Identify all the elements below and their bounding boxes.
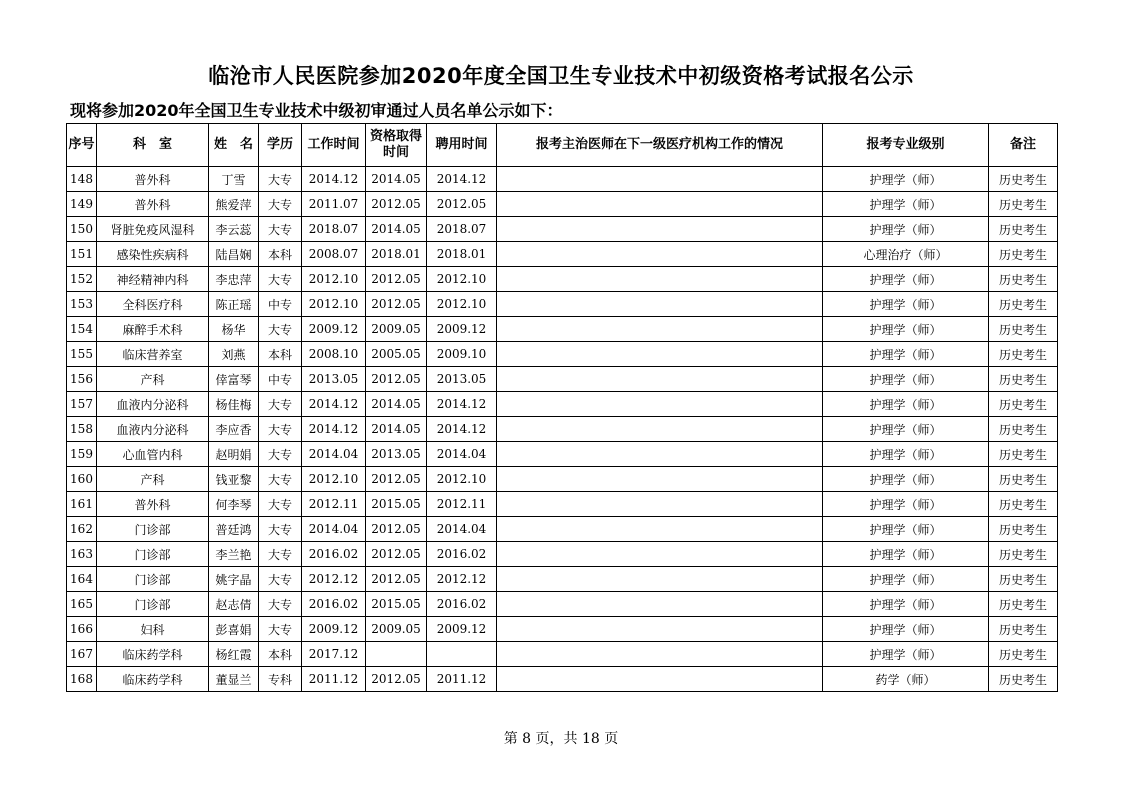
cell-education: 大专 [259,592,302,617]
cell-name: 杨红霞 [209,642,259,667]
cell-exam-level: 护理学（师） [823,317,989,342]
table-row [67,667,1058,692]
cell-education: 本科 [259,242,302,267]
cell-employment-date: 2012.12 [427,567,497,592]
cell-lower-level-work [497,292,823,317]
cell-name: 普廷鸿 [209,517,259,542]
cell-exam-level: 护理学（师） [823,467,989,492]
cell-employment-date: 2014.12 [427,392,497,417]
cell-name: 赵明娟 [209,442,259,467]
cell-exam-level: 护理学（师） [823,192,989,217]
cell-remarks: 历史考生 [989,567,1058,592]
cell-department: 妇科 [97,617,209,642]
cell-index: 168 [67,667,97,692]
cell-work-date: 2014.04 [302,442,366,467]
table-row [67,517,1058,542]
cell-remarks: 历史考生 [989,217,1058,242]
cell-index: 157 [67,392,97,417]
col-header-employment-date: 聘用时间 [427,124,497,167]
cell-index: 164 [67,567,97,592]
cell-education: 大专 [259,492,302,517]
cell-work-date: 2012.10 [302,292,366,317]
cell-lower-level-work [497,167,823,192]
cell-work-date: 2008.07 [302,242,366,267]
cell-name: 丁雪 [209,167,259,192]
cell-employment-date: 2012.10 [427,267,497,292]
cell-name: 杨华 [209,317,259,342]
cell-department: 感染性疾病科 [97,242,209,267]
cell-index: 159 [67,442,97,467]
cell-exam-level: 护理学（师） [823,342,989,367]
table-row [67,417,1058,442]
page-footer: 第 8 页，共 18 页 [503,731,619,747]
cell-work-date: 2014.12 [302,417,366,442]
cell-education: 大专 [259,517,302,542]
cell-work-date: 2018.07 [302,217,366,242]
cell-employment-date: 2016.02 [427,542,497,567]
cell-employment-date: 2012.10 [427,292,497,317]
cell-department: 心血管内科 [97,442,209,467]
cell-qualification-date: 2012.05 [366,667,427,692]
cell-index: 153 [67,292,97,317]
table-row [67,317,1058,342]
cell-work-date: 2014.12 [302,167,366,192]
cell-employment-date: 2012.11 [427,492,497,517]
cell-name: 杨佳梅 [209,392,259,417]
table-row [67,567,1058,592]
cell-employment-date [427,642,497,667]
cell-exam-level: 护理学（师） [823,517,989,542]
cell-lower-level-work [497,442,823,467]
cell-qualification-date: 2005.05 [366,342,427,367]
cell-index: 154 [67,317,97,342]
col-header-work-date: 工作时间 [302,124,366,167]
cell-employment-date: 2014.04 [427,442,497,467]
table-row [67,342,1058,367]
cell-work-date: 2012.10 [302,467,366,492]
col-header-qualification-date: 资格取得时间 [366,124,427,167]
cell-lower-level-work [497,517,823,542]
cell-employment-date: 2018.07 [427,217,497,242]
cell-work-date: 2014.04 [302,517,366,542]
cell-education: 中专 [259,367,302,392]
cell-department: 普外科 [97,192,209,217]
cell-name: 陈正瑶 [209,292,259,317]
cell-remarks: 历史考生 [989,617,1058,642]
cell-name: 董显兰 [209,667,259,692]
cell-qualification-date: 2014.05 [366,392,427,417]
cell-remarks: 历史考生 [989,642,1058,667]
cell-name: 李兰艳 [209,542,259,567]
cell-department: 临床营养室 [97,342,209,367]
cell-employment-date: 2014.12 [427,417,497,442]
cell-lower-level-work [497,567,823,592]
cell-employment-date: 2012.05 [427,192,497,217]
cell-qualification-date: 2012.05 [366,367,427,392]
cell-index: 156 [67,367,97,392]
cell-qualification-date: 2013.05 [366,442,427,467]
cell-education: 大专 [259,467,302,492]
cell-exam-level: 护理学（师） [823,642,989,667]
cell-remarks: 历史考生 [989,442,1058,467]
cell-lower-level-work [497,192,823,217]
cell-lower-level-work [497,417,823,442]
cell-name: 陆昌娴 [209,242,259,267]
table-row [67,542,1058,567]
page-title: 临沧市人民医院参加2020年度全国卫生专业技术中初级资格考试报名公示 [208,64,914,88]
cell-education: 大专 [259,617,302,642]
cell-name: 李忠萍 [209,267,259,292]
cell-employment-date: 2009.12 [427,317,497,342]
cell-index: 151 [67,242,97,267]
cell-department: 临床药学科 [97,642,209,667]
table-body [67,167,1058,692]
cell-education: 大专 [259,167,302,192]
cell-lower-level-work [497,467,823,492]
cell-name: 姚字晶 [209,567,259,592]
cell-lower-level-work [497,217,823,242]
cell-education: 大专 [259,217,302,242]
cell-name: 李应香 [209,417,259,442]
cell-work-date: 2016.02 [302,592,366,617]
table-row [67,592,1058,617]
col-header-index: 序号 [67,124,97,167]
cell-education: 大专 [259,417,302,442]
cell-remarks: 历史考生 [989,317,1058,342]
cell-work-date: 2014.12 [302,392,366,417]
cell-education: 专科 [259,667,302,692]
cell-department: 普外科 [97,492,209,517]
cell-department: 全科医疗科 [97,292,209,317]
cell-name: 何李琴 [209,492,259,517]
cell-exam-level: 护理学（师） [823,367,989,392]
cell-lower-level-work [497,342,823,367]
cell-employment-date: 2012.10 [427,467,497,492]
cell-name: 倖富琴 [209,367,259,392]
cell-index: 152 [67,267,97,292]
cell-work-date: 2009.12 [302,317,366,342]
cell-remarks: 历史考生 [989,667,1058,692]
col-header-name: 姓 名 [209,124,259,167]
cell-work-date: 2012.11 [302,492,366,517]
cell-qualification-date: 2012.05 [366,517,427,542]
cell-qualification-date: 2014.05 [366,417,427,442]
cell-exam-level: 护理学（师） [823,392,989,417]
cell-education: 大专 [259,392,302,417]
cell-exam-level: 护理学（师） [823,217,989,242]
cell-remarks: 历史考生 [989,467,1058,492]
table-row [67,392,1058,417]
cell-lower-level-work [497,617,823,642]
cell-employment-date: 2018.01 [427,242,497,267]
cell-work-date: 2008.10 [302,342,366,367]
col-header-department: 科 室 [97,124,209,167]
cell-employment-date: 2014.12 [427,167,497,192]
cell-employment-date: 2014.04 [427,517,497,542]
table-row [67,167,1058,192]
table-row [67,367,1058,392]
cell-qualification-date [366,642,427,667]
cell-department: 产科 [97,467,209,492]
table-header-row [67,124,1058,167]
cell-index: 166 [67,617,97,642]
cell-remarks: 历史考生 [989,517,1058,542]
cell-work-date: 2017.12 [302,642,366,667]
cell-department: 普外科 [97,167,209,192]
cell-remarks: 历史考生 [989,392,1058,417]
table-row [67,217,1058,242]
cell-remarks: 历史考生 [989,542,1058,567]
col-header-education: 学历 [259,124,302,167]
cell-remarks: 历史考生 [989,367,1058,392]
cell-work-date: 2016.02 [302,542,366,567]
cell-work-date: 2011.12 [302,667,366,692]
cell-index: 158 [67,417,97,442]
cell-lower-level-work [497,542,823,567]
cell-exam-level: 药学（师） [823,667,989,692]
cell-exam-level: 护理学（师） [823,542,989,567]
cell-qualification-date: 2014.05 [366,167,427,192]
cell-qualification-date: 2014.05 [366,217,427,242]
cell-index: 167 [67,642,97,667]
cell-index: 155 [67,342,97,367]
cell-department: 门诊部 [97,517,209,542]
col-header-lower-level-work: 报考主治医师在下一级医疗机构工作的情况 [497,124,823,167]
cell-employment-date: 2009.12 [427,617,497,642]
table-row [67,267,1058,292]
cell-qualification-date: 2009.05 [366,617,427,642]
cell-work-date: 2012.10 [302,267,366,292]
cell-name: 赵志倩 [209,592,259,617]
cell-lower-level-work [497,267,823,292]
cell-qualification-date: 2012.05 [366,267,427,292]
cell-department: 临床药学科 [97,667,209,692]
cell-lower-level-work [497,642,823,667]
cell-work-date: 2011.07 [302,192,366,217]
cell-exam-level: 护理学（师） [823,417,989,442]
cell-exam-level: 心理治疗（师） [823,242,989,267]
table-row [67,242,1058,267]
cell-qualification-date: 2015.05 [366,592,427,617]
cell-qualification-date: 2012.05 [366,292,427,317]
cell-education: 大专 [259,267,302,292]
cell-remarks: 历史考生 [989,267,1058,292]
cell-employment-date: 2013.05 [427,367,497,392]
table-row [67,192,1058,217]
cell-qualification-date: 2012.05 [366,542,427,567]
cell-exam-level: 护理学（师） [823,167,989,192]
cell-education: 本科 [259,642,302,667]
cell-name: 彭喜娟 [209,617,259,642]
cell-education: 大专 [259,317,302,342]
table-row [67,492,1058,517]
cell-education: 大专 [259,542,302,567]
page-subtitle: 现将参加2020年全国卫生专业技术中级初审通过人员名单公示如下： [70,101,563,120]
cell-exam-level: 护理学（师） [823,617,989,642]
cell-department: 麻醉手术科 [97,317,209,342]
cell-lower-level-work [497,317,823,342]
cell-department: 肾脏免疫风湿科 [97,217,209,242]
cell-remarks: 历史考生 [989,492,1058,517]
cell-remarks: 历史考生 [989,342,1058,367]
cell-lower-level-work [497,242,823,267]
applicant-table [66,123,1058,692]
cell-qualification-date: 2012.05 [366,467,427,492]
table-row [67,292,1058,317]
cell-work-date: 2012.12 [302,567,366,592]
cell-name: 钱亚黎 [209,467,259,492]
cell-exam-level: 护理学（师） [823,592,989,617]
cell-qualification-date: 2012.05 [366,567,427,592]
cell-index: 150 [67,217,97,242]
cell-department: 产科 [97,367,209,392]
cell-qualification-date: 2018.01 [366,242,427,267]
cell-remarks: 历史考生 [989,242,1058,267]
cell-education: 大专 [259,442,302,467]
cell-department: 门诊部 [97,542,209,567]
cell-exam-level: 护理学（师） [823,567,989,592]
cell-lower-level-work [497,392,823,417]
cell-education: 中专 [259,292,302,317]
cell-exam-level: 护理学（师） [823,442,989,467]
cell-remarks: 历史考生 [989,167,1058,192]
cell-lower-level-work [497,592,823,617]
cell-education: 大专 [259,567,302,592]
cell-education: 大专 [259,192,302,217]
cell-qualification-date: 2012.05 [366,192,427,217]
cell-remarks: 历史考生 [989,192,1058,217]
cell-index: 162 [67,517,97,542]
table-row [67,467,1058,492]
cell-department: 神经精神内科 [97,267,209,292]
table-row [67,617,1058,642]
cell-department: 血液内分泌科 [97,417,209,442]
cell-education: 本科 [259,342,302,367]
table-row [67,642,1058,667]
cell-remarks: 历史考生 [989,292,1058,317]
cell-lower-level-work [497,367,823,392]
cell-work-date: 2013.05 [302,367,366,392]
cell-name: 熊爱萍 [209,192,259,217]
cell-exam-level: 护理学（师） [823,292,989,317]
cell-index: 148 [67,167,97,192]
cell-index: 149 [67,192,97,217]
col-header-exam-level: 报考专业级别 [823,124,989,167]
cell-lower-level-work [497,667,823,692]
cell-exam-level: 护理学（师） [823,267,989,292]
cell-remarks: 历史考生 [989,592,1058,617]
cell-remarks: 历史考生 [989,417,1058,442]
cell-name: 李云蕊 [209,217,259,242]
cell-lower-level-work [497,492,823,517]
cell-department: 门诊部 [97,592,209,617]
table-row [67,442,1058,467]
cell-employment-date: 2009.10 [427,342,497,367]
cell-qualification-date: 2009.05 [366,317,427,342]
cell-employment-date: 2011.12 [427,667,497,692]
cell-work-date: 2009.12 [302,617,366,642]
cell-exam-level: 护理学（师） [823,492,989,517]
cell-name: 刘燕 [209,342,259,367]
col-header-remarks: 备注 [989,124,1058,167]
cell-index: 160 [67,467,97,492]
cell-index: 161 [67,492,97,517]
cell-department: 门诊部 [97,567,209,592]
cell-index: 163 [67,542,97,567]
cell-qualification-date: 2015.05 [366,492,427,517]
cell-department: 血液内分泌科 [97,392,209,417]
cell-employment-date: 2016.02 [427,592,497,617]
cell-index: 165 [67,592,97,617]
